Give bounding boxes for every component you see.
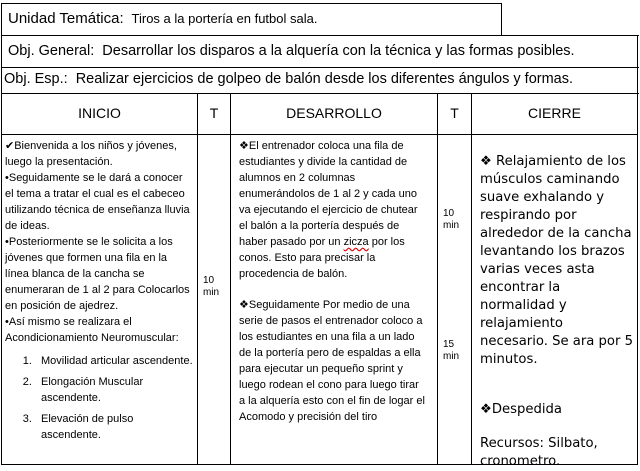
unidad-tematica <box>8 10 317 27</box>
table-border <box>637 93 638 465</box>
header-border <box>1 3 502 4</box>
header-border <box>1 93 639 94</box>
tiempo-desarrollo-2: 15 min <box>443 339 460 362</box>
misspelled-word: zicza <box>343 236 369 248</box>
tiempo-inicio: 10 min <box>203 275 220 298</box>
cierre-despedida: ❖Despedida <box>480 402 562 417</box>
list-item: 1. Movilidad articular ascendente. <box>35 353 193 369</box>
inicio-bienvenida: ✔Bienvenida a los niños y jóvenes, luego la presentación. <box>5 140 177 168</box>
inicio-acondicionamiento: •Así mismo se realizara el Acondicionamiento Neuromuscular: <box>5 316 179 344</box>
column-header-desarrollo: DESARROLLO <box>286 105 382 121</box>
obj-general-label: Obj. General: <box>8 43 95 59</box>
inicio-cell <box>5 138 193 443</box>
table-border <box>471 93 472 465</box>
column-header-cierre: CIERRE <box>528 105 581 121</box>
desarrollo-ejercicio-2: ❖Seguidamente Por medio de una serie de pasos el entrenador coloco a los estudiantes en una fila a un lado de la portería pero de espaldas a ella para ejecutar un pequeño sprint y luego rodean el cono para luego tirar a la alquería esto con el fin de logar el Acomodo y precisión del tiro <box>239 299 425 423</box>
table-border <box>230 93 231 465</box>
header-border <box>1 67 639 68</box>
unidad-label: Unidad Temática: <box>8 10 124 27</box>
cierre-cell <box>480 153 635 471</box>
header-border <box>1 35 639 36</box>
column-header-t: T <box>450 105 459 121</box>
obj-general-value: Desarrollar los disparos a la alquería con la técnica y las formas posibles. <box>102 43 575 59</box>
obj-esp-label: Obj. Esp.: <box>4 71 68 87</box>
table-border <box>197 93 198 465</box>
inicio-list <box>5 353 193 443</box>
table-border <box>1 93 2 465</box>
desarrollo-cell <box>239 138 425 425</box>
table-border <box>437 93 438 465</box>
column-header-t: T <box>209 105 219 121</box>
tiempo-desarrollo-1: 10 min <box>443 208 460 231</box>
objetivo-especifico <box>4 71 573 87</box>
header-border <box>637 35 638 93</box>
list-item: 2. Elongación Muscular ascendente. <box>35 374 193 406</box>
objetivo-general <box>8 43 575 59</box>
inicio-tema: •Seguidamente se le dará a conocer el tema a tratar el cual es el cabeceo utilizando técnica de enseñanza lluvia de ideas. <box>5 172 190 232</box>
cierre-relajamiento: ❖ Relajamiento de los músculos caminando suave exhalando y respirando por alrededor de la cancha levantando los brazos varias veces asta encontrar la normalidad y relajamiento necesario. Se ara por 5 minutos. <box>480 154 633 367</box>
inicio-fila: •Posteriormente se le solicita a los jóvenes que formen una fila en la línea blanca de la cancha se enumeraran de 1 al 2 para Colocarlos en posición de ajedrez. <box>5 236 190 312</box>
list-item: 3. Elevación de pulso ascendente. <box>35 411 193 443</box>
cierre-recursos: Recursos: Silbato, cronometro. <box>480 436 598 469</box>
obj-esp-value: Realizar ejercicios de golpeo de balón desde los diferentes ángulos y formas. <box>75 71 574 87</box>
header-border <box>501 3 502 36</box>
unidad-value: Tiros a la portería en futbol sala. <box>131 11 318 26</box>
table-border <box>1 134 637 135</box>
column-header-inicio: INICIO <box>78 105 121 121</box>
header-border <box>1 3 2 93</box>
desarrollo-ejercicio-1: ❖El entrenador coloca una fila de estudiantes y divide la cantidad de alumnos en 2 columnas enumerándolos de 1 al 2 y cada uno va ejecutando el ejercicio de chutear el balón a la portería después de haber pasado por un zicza por los conos. Esto para precisar la procedencia de balón. <box>239 140 418 280</box>
